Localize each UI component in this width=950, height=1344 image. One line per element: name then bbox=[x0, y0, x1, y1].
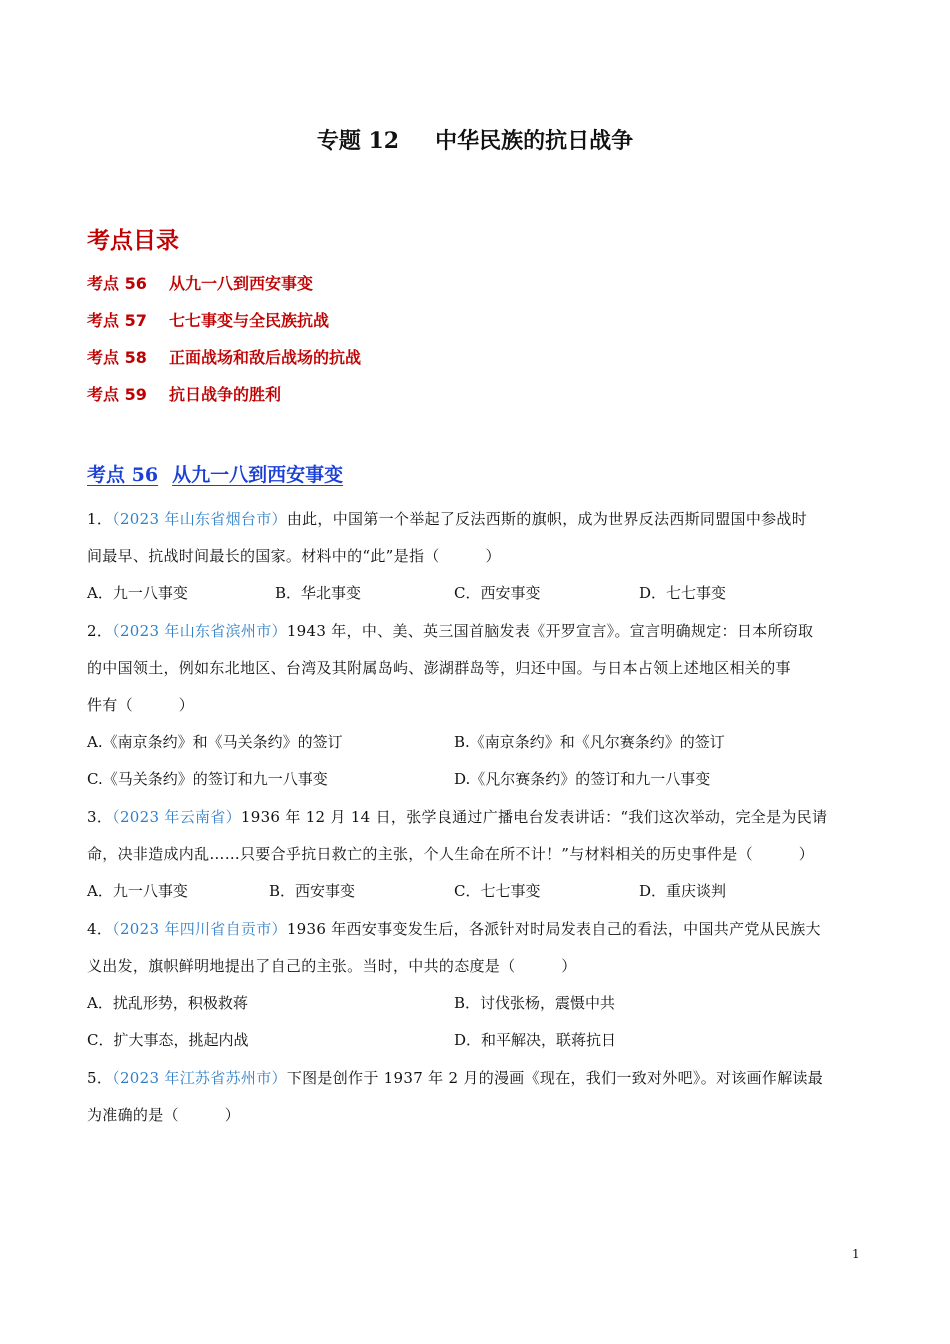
toc-heading: 考点目录 bbox=[87, 228, 179, 254]
toc-item[interactable] bbox=[87, 308, 329, 331]
toc-item-text: 正面战场和敌后战场的抗战 bbox=[169, 348, 362, 367]
option-b[interactable]: B．西安事变 bbox=[269, 882, 356, 900]
question-source: （2023 年山东省滨州市） bbox=[112, 622, 287, 640]
option-c[interactable]: C.《马关条约》的签订和九一八事变 bbox=[87, 770, 328, 788]
option-d[interactable]: D．重庆谈判 bbox=[639, 882, 727, 900]
page-number: 1 bbox=[852, 1247, 860, 1261]
question-2-line-2: 的中国领土，例如东北地区、台湾及其附属岛屿、澎湖群岛等，归还中国。与日本占领上述地区相关的事 bbox=[87, 659, 791, 677]
question-2-line-3: 件有（ ） bbox=[87, 696, 195, 714]
question-5-line-2: 为准确的是（ ） bbox=[87, 1106, 241, 1124]
option-b[interactable]: B．华北事变 bbox=[275, 584, 362, 602]
toc-item-number: 考点 57 bbox=[87, 311, 147, 330]
question-source: （2023 年云南省） bbox=[112, 808, 241, 826]
option-a[interactable]: A．九一八事变 bbox=[87, 584, 188, 602]
title-main: 中华民族的抗日战争 bbox=[435, 128, 634, 154]
option-c[interactable]: C．西安事变 bbox=[454, 584, 541, 602]
question-number: 4． bbox=[87, 920, 113, 938]
option-a[interactable]: A.《南京条约》和《马关条约》的签订 bbox=[87, 733, 343, 751]
question-5-line-1: 5．（2023 年江苏省苏州市）下图是创作于 1937 年 2 月的漫画《现在，我们一致对外吧》。对该画作解读最 bbox=[87, 1069, 824, 1087]
page-title bbox=[0, 124, 950, 155]
option-d[interactable]: D．七七事变 bbox=[639, 584, 727, 602]
option-c[interactable]: C．七七事变 bbox=[454, 882, 541, 900]
question-number: 5． bbox=[87, 1069, 113, 1087]
section-number: 考点 56 bbox=[87, 464, 159, 486]
toc-item-text: 七七事变与全民族抗战 bbox=[169, 311, 330, 330]
toc-item-text: 抗日战争的胜利 bbox=[169, 385, 282, 404]
question-source: （2023 年江苏省苏州市） bbox=[112, 1069, 287, 1087]
question-1-line-2: 间最早、抗战时间最长的国家。材料中的“此”是指（ ） bbox=[87, 547, 501, 565]
option-d[interactable]: D.《凡尔赛条约》的签订和九一八事变 bbox=[454, 770, 711, 788]
section-heading[interactable] bbox=[87, 460, 343, 487]
toc-item[interactable] bbox=[87, 271, 313, 294]
question-number: 1． bbox=[87, 510, 113, 528]
option-d[interactable]: D．和平解决，联蒋抗日 bbox=[454, 1031, 617, 1049]
question-number: 2． bbox=[87, 622, 113, 640]
question-3-line-2: 命，决非造成内乱……只要合乎抗日救亡的主张，个人生命在所不计！”与材料相关的历史事件是（ ） bbox=[87, 845, 815, 863]
toc-item-number: 考点 56 bbox=[87, 274, 147, 293]
toc-item-number: 考点 58 bbox=[87, 348, 147, 367]
question-4-line-2: 义出发，旗帜鲜明地提出了自己的主张。当时，中共的态度是（ ） bbox=[87, 957, 577, 975]
question-2-line-1: 2．（2023 年山东省滨州市）1943 年，中、美、英三国首脑发表《开罗宣言》。宣言明确规定：日本所窃取 bbox=[87, 622, 814, 640]
question-1-line-1: 1．（2023 年山东省烟台市）由此，中国第一个举起了反法西斯的旗帜，成为世界反法西斯同盟国中参战时 bbox=[87, 510, 808, 528]
question-source: （2023 年四川省自贡市） bbox=[112, 920, 287, 938]
question-3-line-1: 3．（2023 年云南省）1936 年 12 月 14 日，张学良通过广播电台发表讲话：“我们这次举动，完全是为民请 bbox=[87, 808, 828, 826]
option-b[interactable]: B.《南京条约》和《凡尔赛条约》的签订 bbox=[454, 733, 725, 751]
question-number: 3． bbox=[87, 808, 113, 826]
toc-item-text: 从九一八到西安事变 bbox=[169, 274, 314, 293]
toc-item[interactable] bbox=[87, 382, 281, 405]
title-prefix: 专题 12 bbox=[316, 128, 400, 154]
option-a[interactable]: A．扰乱形势，积极救蒋 bbox=[87, 994, 248, 1012]
question-source: （2023 年山东省烟台市） bbox=[112, 510, 287, 528]
option-a[interactable]: A．九一八事变 bbox=[87, 882, 188, 900]
option-b[interactable]: B．讨伐张杨，震慑中共 bbox=[454, 994, 616, 1012]
section-title: 从九一八到西安事变 bbox=[172, 464, 344, 486]
toc-item-number: 考点 59 bbox=[87, 385, 147, 404]
question-4-line-1: 4．（2023 年四川省自贡市）1936 年西安事变发生后，各派针对时局发表自己的看法，中国共产党从民族大 bbox=[87, 920, 821, 938]
toc-item[interactable] bbox=[87, 345, 361, 368]
option-c[interactable]: C．扩大事态，挑起内战 bbox=[87, 1031, 249, 1049]
